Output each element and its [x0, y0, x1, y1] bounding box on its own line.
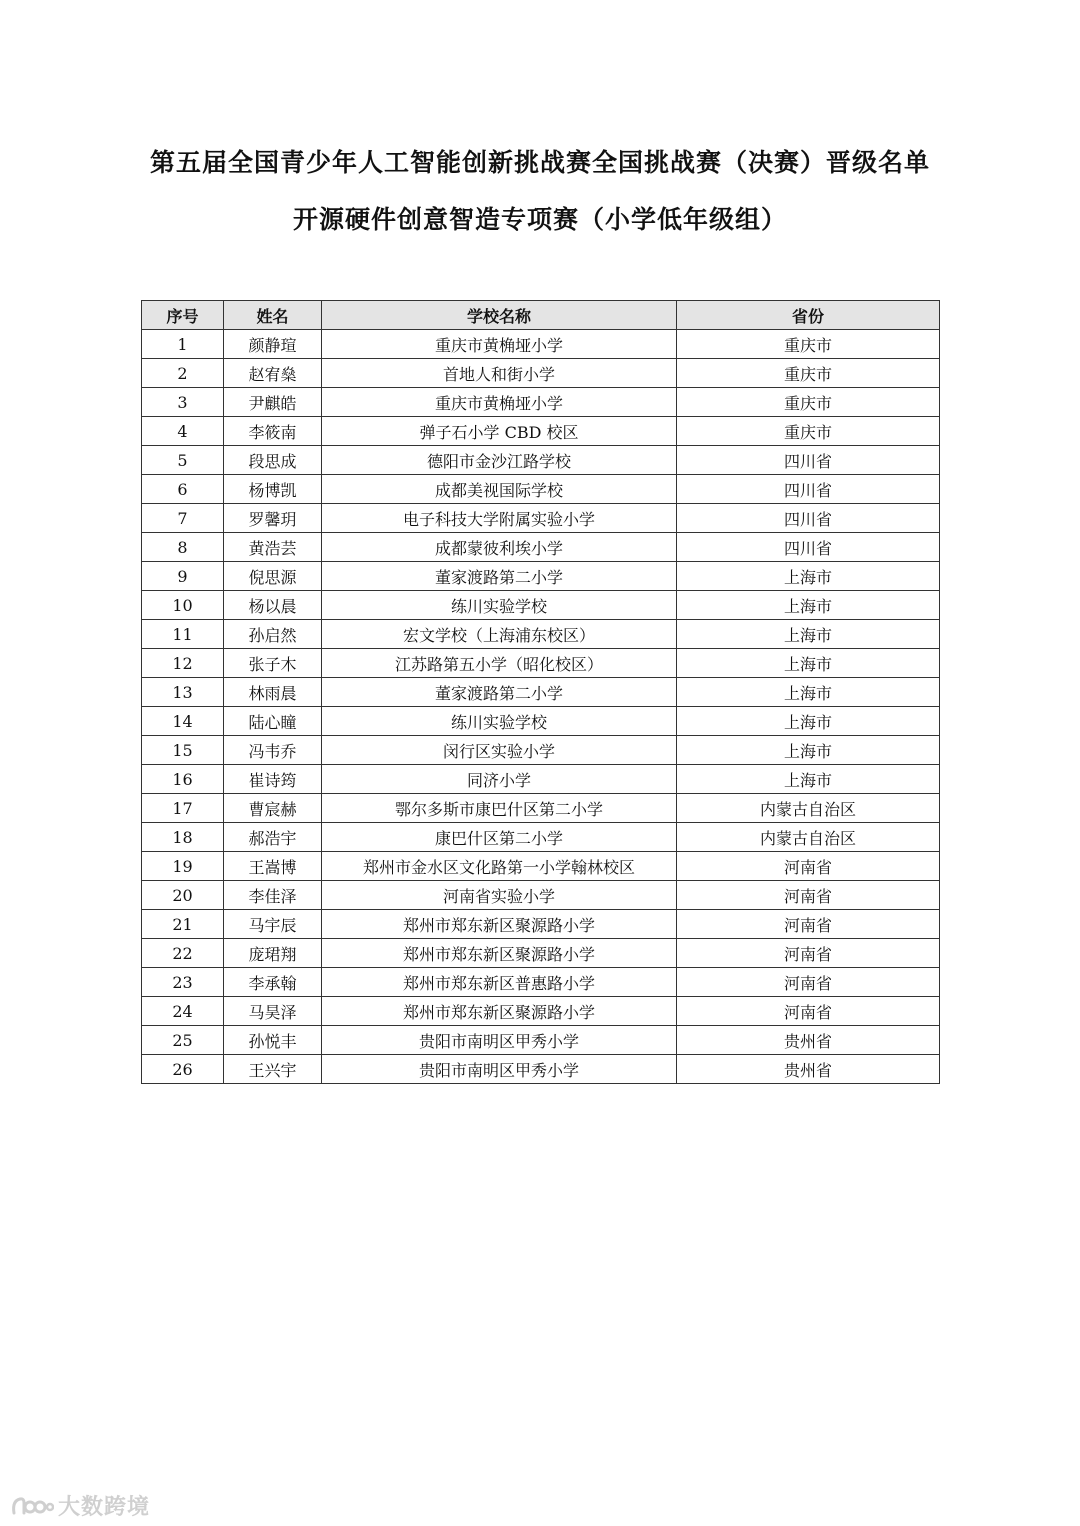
cell-no: 3 [142, 388, 224, 417]
cell-school: 郑州市郑东新区聚源路小学 [322, 997, 677, 1026]
table-row [142, 794, 940, 823]
cell-province: 四川省 [677, 504, 940, 533]
brand-logo-icon [10, 1493, 54, 1519]
cell-no: 11 [142, 620, 224, 649]
cell-no: 6 [142, 475, 224, 504]
cell-name: 杨以晨 [224, 591, 322, 620]
cell-name: 马昊泽 [224, 997, 322, 1026]
watermark [10, 1490, 150, 1521]
cell-school: 江苏路第五小学（昭化校区） [322, 649, 677, 678]
cell-name: 李筱南 [224, 417, 322, 446]
cell-school: 贵阳市南明区甲秀小学 [322, 1055, 677, 1084]
cell-no: 21 [142, 910, 224, 939]
cell-name: 段思成 [224, 446, 322, 475]
cell-province: 河南省 [677, 881, 940, 910]
cell-school: 练川实验学校 [322, 591, 677, 620]
cell-no: 10 [142, 591, 224, 620]
table-row [142, 446, 940, 475]
cell-no: 7 [142, 504, 224, 533]
cell-name: 孙启然 [224, 620, 322, 649]
table-body [142, 330, 940, 1084]
cell-no: 25 [142, 1026, 224, 1055]
cell-province: 上海市 [677, 736, 940, 765]
table-row [142, 678, 940, 707]
table-row [142, 388, 940, 417]
cell-province: 重庆市 [677, 359, 940, 388]
table-row [142, 1026, 940, 1055]
cell-school: 董家渡路第二小学 [322, 562, 677, 591]
cell-name: 倪思源 [224, 562, 322, 591]
table-row [142, 823, 940, 852]
table-row [142, 417, 940, 446]
cell-name: 杨博凯 [224, 475, 322, 504]
cell-province: 河南省 [677, 939, 940, 968]
header-row [142, 301, 940, 330]
cell-school: 同济小学 [322, 765, 677, 794]
cell-school: 郑州市郑东新区聚源路小学 [322, 910, 677, 939]
cell-no: 14 [142, 707, 224, 736]
cell-school: 康巴什区第二小学 [322, 823, 677, 852]
cell-school: 练川实验学校 [322, 707, 677, 736]
header-school: 学校名称 [322, 301, 677, 330]
cell-province: 四川省 [677, 533, 940, 562]
table-row [142, 910, 940, 939]
cell-province: 上海市 [677, 562, 940, 591]
cell-province: 贵州省 [677, 1055, 940, 1084]
cell-name: 林雨晨 [224, 678, 322, 707]
cell-province: 河南省 [677, 997, 940, 1026]
cell-no: 9 [142, 562, 224, 591]
table-row [142, 359, 940, 388]
cell-province: 上海市 [677, 620, 940, 649]
cell-province: 重庆市 [677, 388, 940, 417]
cell-province: 河南省 [677, 910, 940, 939]
page-subtitle: 开源硬件创意智造专项赛（小学低年级组） [292, 205, 787, 234]
cell-no: 12 [142, 649, 224, 678]
cell-name: 崔诗筠 [224, 765, 322, 794]
table-header [142, 301, 940, 330]
cell-school: 成都美视国际学校 [322, 475, 677, 504]
cell-no: 19 [142, 852, 224, 881]
cell-name: 王嵩博 [224, 852, 322, 881]
cell-school: 首地人和街小学 [322, 359, 677, 388]
cell-no: 16 [142, 765, 224, 794]
cell-no: 15 [142, 736, 224, 765]
cell-school: 郑州市郑东新区聚源路小学 [322, 939, 677, 968]
table-row [142, 504, 940, 533]
cell-no: 13 [142, 678, 224, 707]
table-row [142, 475, 940, 504]
header-no: 序号 [142, 301, 224, 330]
cell-province: 四川省 [677, 475, 940, 504]
cell-province: 上海市 [677, 765, 940, 794]
header-province: 省份 [677, 301, 940, 330]
cell-province: 内蒙古自治区 [677, 794, 940, 823]
table-row [142, 852, 940, 881]
cell-name: 张子木 [224, 649, 322, 678]
table-row [142, 620, 940, 649]
cell-no: 4 [142, 417, 224, 446]
table-row [142, 1055, 940, 1084]
cell-school: 成都蒙彼利埃小学 [322, 533, 677, 562]
cell-no: 24 [142, 997, 224, 1026]
cell-no: 17 [142, 794, 224, 823]
table-row [142, 997, 940, 1026]
cell-no: 20 [142, 881, 224, 910]
table-row [142, 591, 940, 620]
cell-name: 陆心瞳 [224, 707, 322, 736]
cell-name: 孙悦丰 [224, 1026, 322, 1055]
table-row [142, 707, 940, 736]
cell-province: 内蒙古自治区 [677, 823, 940, 852]
table-row [142, 533, 940, 562]
table-row [142, 939, 940, 968]
cell-province: 上海市 [677, 649, 940, 678]
cell-school: 贵阳市南明区甲秀小学 [322, 1026, 677, 1055]
cell-no: 1 [142, 330, 224, 359]
cell-province: 河南省 [677, 968, 940, 997]
cell-school: 郑州市金水区文化路第一小学翰林校区 [322, 852, 677, 881]
cell-school: 重庆市黄桷垭小学 [322, 388, 677, 417]
page-title: 第五届全国青少年人工智能创新挑战赛全国挑战赛（决赛）晋级名单 [149, 148, 930, 177]
cell-name: 庞珺翔 [224, 939, 322, 968]
cell-province: 河南省 [677, 852, 940, 881]
table-row [142, 562, 940, 591]
cell-name: 郝浩宇 [224, 823, 322, 852]
cell-name: 黄浩芸 [224, 533, 322, 562]
cell-name: 颜静瑄 [224, 330, 322, 359]
cell-school: 电子科技大学附属实验小学 [322, 504, 677, 533]
cell-school: 宏文学校（上海浦东校区） [322, 620, 677, 649]
cell-province: 上海市 [677, 678, 940, 707]
cell-name: 曹宸赫 [224, 794, 322, 823]
cell-name: 王兴宇 [224, 1055, 322, 1084]
table-row [142, 330, 940, 359]
cell-name: 李佳泽 [224, 881, 322, 910]
cell-name: 尹麒皓 [224, 388, 322, 417]
cell-school: 郑州市郑东新区普惠路小学 [322, 968, 677, 997]
cell-name: 赵宥燊 [224, 359, 322, 388]
watermark-text: 大数跨境 [58, 1495, 151, 1520]
cell-province: 重庆市 [677, 330, 940, 359]
cell-school: 董家渡路第二小学 [322, 678, 677, 707]
table-row [142, 765, 940, 794]
cell-name: 冯韦乔 [224, 736, 322, 765]
cell-province: 贵州省 [677, 1026, 940, 1055]
cell-name: 李承翰 [224, 968, 322, 997]
cell-no: 18 [142, 823, 224, 852]
cell-no: 26 [142, 1055, 224, 1084]
cell-no: 8 [142, 533, 224, 562]
cell-school: 鄂尔多斯市康巴什区第二小学 [322, 794, 677, 823]
cell-province: 四川省 [677, 446, 940, 475]
table-row [142, 968, 940, 997]
cell-school: 闵行区实验小学 [322, 736, 677, 765]
table-row [142, 736, 940, 765]
cell-school: 重庆市黄桷垭小学 [322, 330, 677, 359]
table-row [142, 649, 940, 678]
cell-school: 德阳市金沙江路学校 [322, 446, 677, 475]
header-name: 姓名 [224, 301, 322, 330]
cell-no: 23 [142, 968, 224, 997]
cell-province: 上海市 [677, 591, 940, 620]
cell-school: 弹子石小学 CBD 校区 [322, 417, 677, 446]
cell-no: 5 [142, 446, 224, 475]
cell-province: 上海市 [677, 707, 940, 736]
cell-name: 罗馨玥 [224, 504, 322, 533]
cell-school: 河南省实验小学 [322, 881, 677, 910]
table-row [142, 881, 940, 910]
cell-province: 重庆市 [677, 417, 940, 446]
cell-no: 2 [142, 359, 224, 388]
roster-table [141, 300, 940, 1084]
cell-no: 22 [142, 939, 224, 968]
cell-name: 马宇辰 [224, 910, 322, 939]
